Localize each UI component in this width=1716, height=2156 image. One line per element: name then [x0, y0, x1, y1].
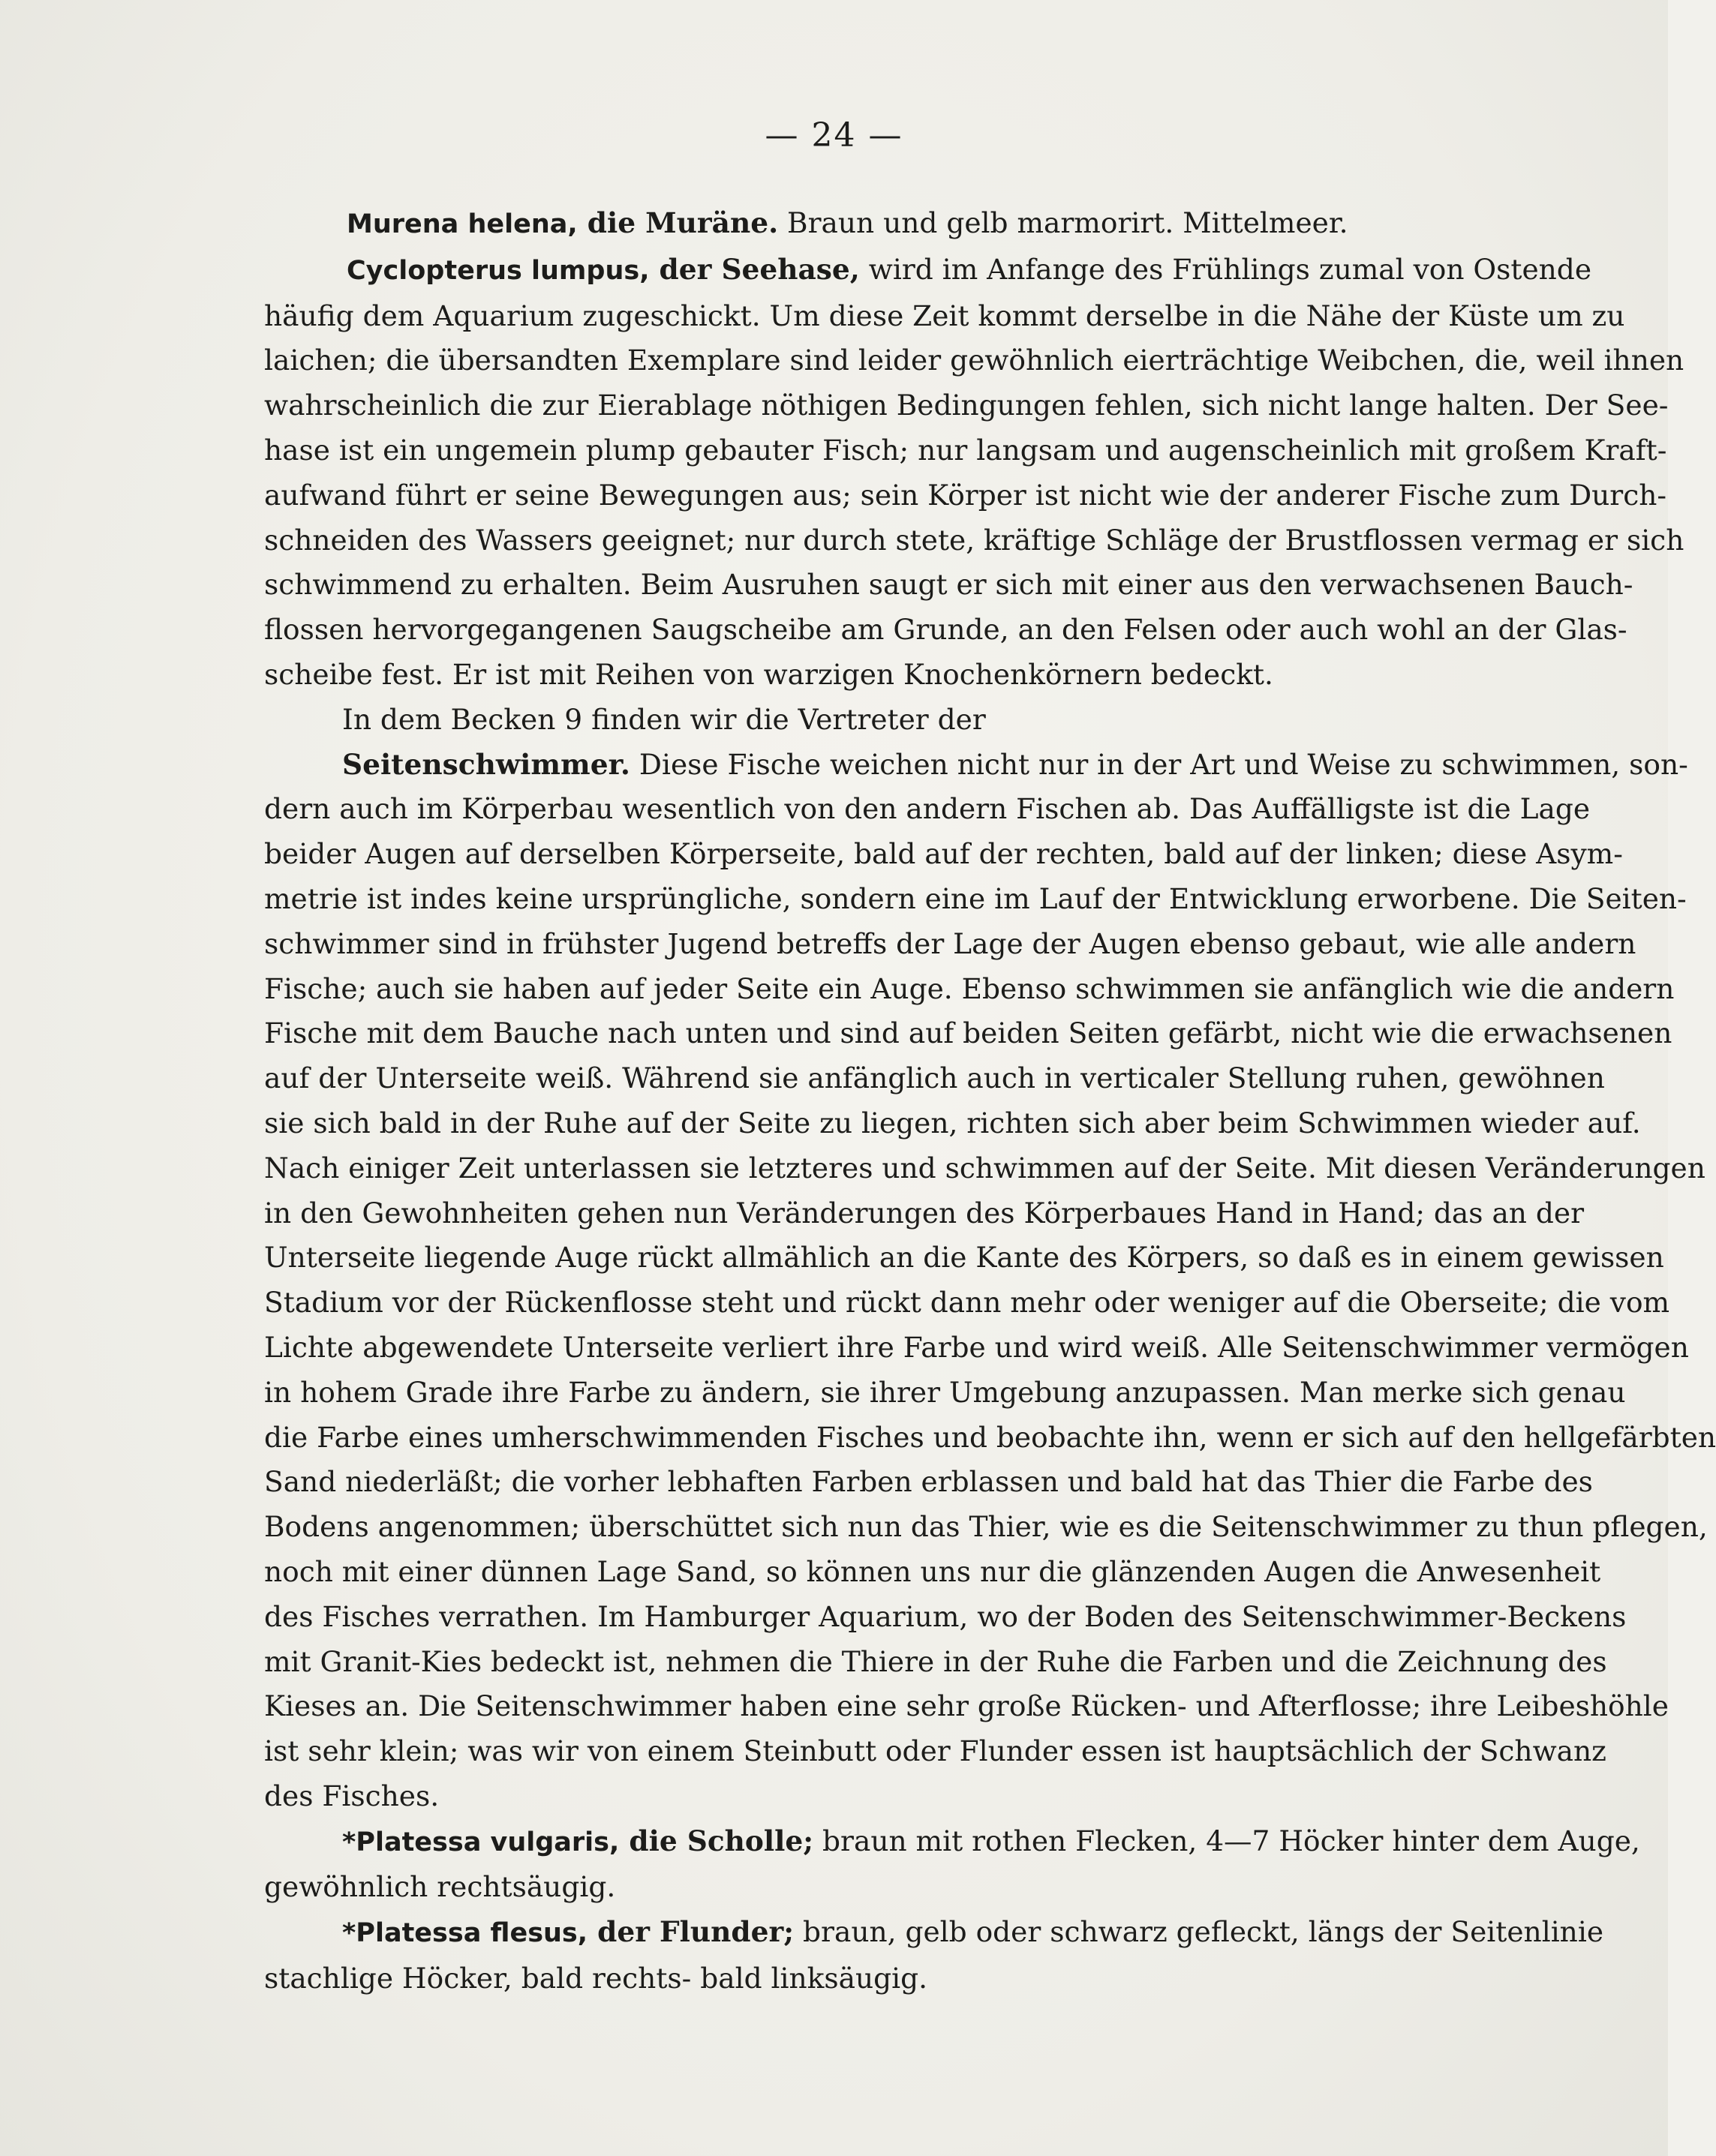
bold-term: der Seehase, [649, 252, 860, 286]
text-line [264, 608, 1627, 653]
text-line [264, 518, 1684, 563]
text-line [264, 787, 1591, 832]
species-name: Cyclopterus lumpus, [347, 255, 650, 286]
text-line [264, 922, 1636, 967]
text-line [264, 1729, 1606, 1774]
text-segment: noch mit einer dünnen Lage Sand, so können uns nur die glänzenden Augen die Anwesenheit [264, 1554, 1601, 1588]
text-segment: in hohem Grade ihre Farbe zu ändern, sie ihrer Umgebung anzupassen. Man merke sich genau [264, 1375, 1626, 1409]
text-segment: mit Granit-Kies bedeckt ist, nehmen die Thiere in der Ruhe die Farben und die Zeichnung des [264, 1644, 1607, 1678]
text-segment: häufig dem Aquarium zugeschickt. Um diese Zeit kommt derselbe in die Nähe der Küste um zu [264, 299, 1625, 332]
text-line [264, 1595, 1627, 1640]
text-segment: sie sich bald in der Ruhe auf der Seite zu liegen, richten sich aber beim Schwimmen wieder auf. [264, 1106, 1641, 1140]
text-segment: stachlige Höcker, bald rechts- bald linksäugig. [264, 1962, 928, 1995]
text-segment: aufwand führt er seine Bewegungen aus; sein Körper ist nicht wie der anderer Fische zum Durch- [264, 478, 1667, 512]
text-segment: braun mit rothen Flecken, 4—7 Höcker hinter dem Auge, [813, 1824, 1640, 1857]
text-line [264, 201, 1544, 248]
text-segment: auf der Unterseite weiß. Während sie anfänglich auch in verticaler Stellung ruhen, gewöhnen [264, 1061, 1605, 1095]
text-line [264, 1640, 1607, 1685]
text-line [264, 428, 1667, 473]
text-line [264, 1416, 1716, 1461]
text-line [264, 563, 1633, 608]
text-line [264, 653, 1544, 698]
text-line [264, 877, 1687, 922]
text-segment: beider Augen auf derselben Körperseite, bald auf der rechten, bald auf der linken; diese Asym- [264, 837, 1623, 871]
text-line [264, 1056, 1605, 1101]
text-line [264, 1146, 1705, 1191]
text-segment: In dem Becken 9 finden wir die Vertreter der [342, 702, 986, 736]
text-line [264, 1819, 1640, 1866]
text-segment: des Fisches. [264, 1779, 440, 1812]
text-line [264, 1505, 1708, 1550]
text-segment: Fische mit dem Bauche nach unten und sind auf beiden Seiten gefärbt, nicht wie die erwachsenen [264, 1016, 1672, 1050]
text-segment: Fische; auch sie haben auf jeder Seite ein Auge. Ebenso schwimmen sie anfänglich wie die andern [264, 971, 1675, 1005]
text-segment: wahrscheinlich die zur Eierablage nöthigen Bedingungen fehlen, sich nicht lange halten. Der See- [264, 389, 1669, 422]
text-line [264, 1684, 1669, 1729]
text-line [264, 1460, 1593, 1505]
text-segment: flossen hervorgegangenen Saugscheibe am Grunde, an den Felsen oder auch wohl an der Glas- [264, 613, 1627, 647]
text-segment: Braun und gelb marmorirt. Mittelmeer. [778, 206, 1348, 239]
text-line [264, 1191, 1585, 1236]
text-line [264, 338, 1684, 383]
text-segment: scheibe fest. Er ist mit Reihen von warzigen Knochenkörnern bedeckt. [264, 657, 1273, 691]
text-line [264, 1956, 1544, 2001]
bold-term: Seitenschwimmer. [342, 747, 630, 781]
page-number: — 24 — [765, 116, 903, 155]
text-line [264, 1910, 1604, 1956]
text-line [264, 248, 1592, 294]
text-line [264, 294, 1625, 339]
text-segment: schwimmer sind in frühster Jugend betreffs der Lage der Augen ebenso gebaut, wie alle andern [264, 926, 1636, 960]
text-line [264, 1101, 1641, 1146]
text-line [264, 967, 1675, 1012]
text-segment: laichen; die übersandten Exemplare sind leider gewöhnlich eierträchtige Weibchen, die, weil ihnen [264, 344, 1684, 377]
text-segment: Bodens angenommen; überschüttet sich nun das Thier, wie es die Seitenschwimmer zu thun pflegen, [264, 1510, 1708, 1544]
text-line [264, 1236, 1664, 1281]
text-segment: wird im Anfange des Frühlings zumal von Ostende [859, 252, 1592, 286]
bold-term: der Flunder; [588, 1915, 795, 1949]
text-segment: des Fisches verrathen. Im Hamburger Aquarium, wo der Boden des Seitenschwimmer-Beckens [264, 1599, 1627, 1633]
text-line [264, 1774, 1544, 1819]
bold-term: die Scholle; [619, 1824, 814, 1857]
text-line [264, 832, 1623, 877]
text-line [264, 743, 1688, 788]
text-segment: metrie ist indes keine ursprüngliche, sondern eine im Lauf der Entwicklung erworbene. Die Seiten- [264, 881, 1687, 915]
text-line [264, 1865, 1544, 1910]
text-segment: hase ist ein ungemein plump gebauter Fisch; nur langsam und augenscheinlich mit großem Kraft- [264, 433, 1667, 467]
text-segment: schneiden des Wassers geeignet; nur durch stete, kräftige Schläge der Brustflossen vermag er sich [264, 523, 1684, 557]
text-segment: Sand niederläßt; die vorher lebhaften Farben erblassen und bald hat das Thier die Farbe des [264, 1465, 1593, 1499]
text-segment: Diese Fische weichen nicht nur in der Art und Weise zu schwimmen, son- [630, 747, 1688, 781]
species-name: *Platessa flesus, [342, 1918, 588, 1949]
bold-term: die Muräne. [577, 206, 779, 239]
text-segment: Stadium vor der Rückenflosse steht und rückt dann mehr oder weniger auf die Oberseite; die vom [264, 1286, 1670, 1320]
text-segment: ist sehr klein; was wir von einem Steinbutt oder Flunder essen ist hauptsächlich der Schwanz [264, 1734, 1606, 1768]
text-line [264, 1326, 1689, 1371]
text-line [264, 1011, 1672, 1056]
species-name: Murena helena, [347, 209, 578, 239]
text-segment: Lichte abgewendete Unterseite verliert ihre Farbe und wird weiß. Alle Seitenschwimmer vermögen [264, 1330, 1689, 1364]
text-line [264, 1550, 1601, 1595]
text-line [264, 473, 1667, 518]
text-line [264, 1371, 1626, 1416]
text-line [264, 1281, 1670, 1326]
text-line [264, 698, 1544, 743]
text-segment: dern auch im Körperbau wesentlich von den andern Fischen ab. Das Auffälligste ist die Lage [264, 792, 1591, 826]
text-segment: Kieses an. Die Seitenschwimmer haben eine sehr große Rücken- und Afterflosse; ihre Leibeshöhle [264, 1689, 1669, 1723]
text-line [264, 383, 1669, 428]
text-segment: braun, gelb oder schwarz gefleckt, längs der Seitenlinie [794, 1915, 1604, 1949]
species-name: *Platessa vulgaris, [342, 1827, 620, 1857]
text-segment: in den Gewohnheiten gehen nun Veränderungen des Körperbaues Hand in Hand; das an der [264, 1196, 1585, 1230]
text-segment: Nach einiger Zeit unterlassen sie letzteres und schwimmen auf der Seite. Mit diesen Veränderungen [264, 1151, 1705, 1185]
text-segment: Unterseite liegende Auge rückt allmählich an die Kante des Körpers, so daß es in einem gewissen [264, 1241, 1664, 1275]
text-segment: schwimmend zu erhalten. Beim Ausruhen saugt er sich mit einer aus den verwachsenen Bauch- [264, 568, 1633, 602]
body-text [264, 201, 1716, 2001]
text-segment: gewöhnlich rechtsäugig. [264, 1870, 616, 1904]
text-segment: die Farbe eines umherschwimmenden Fisches und beobachte ihn, wenn er sich auf den hellgefärbten [264, 1420, 1716, 1454]
